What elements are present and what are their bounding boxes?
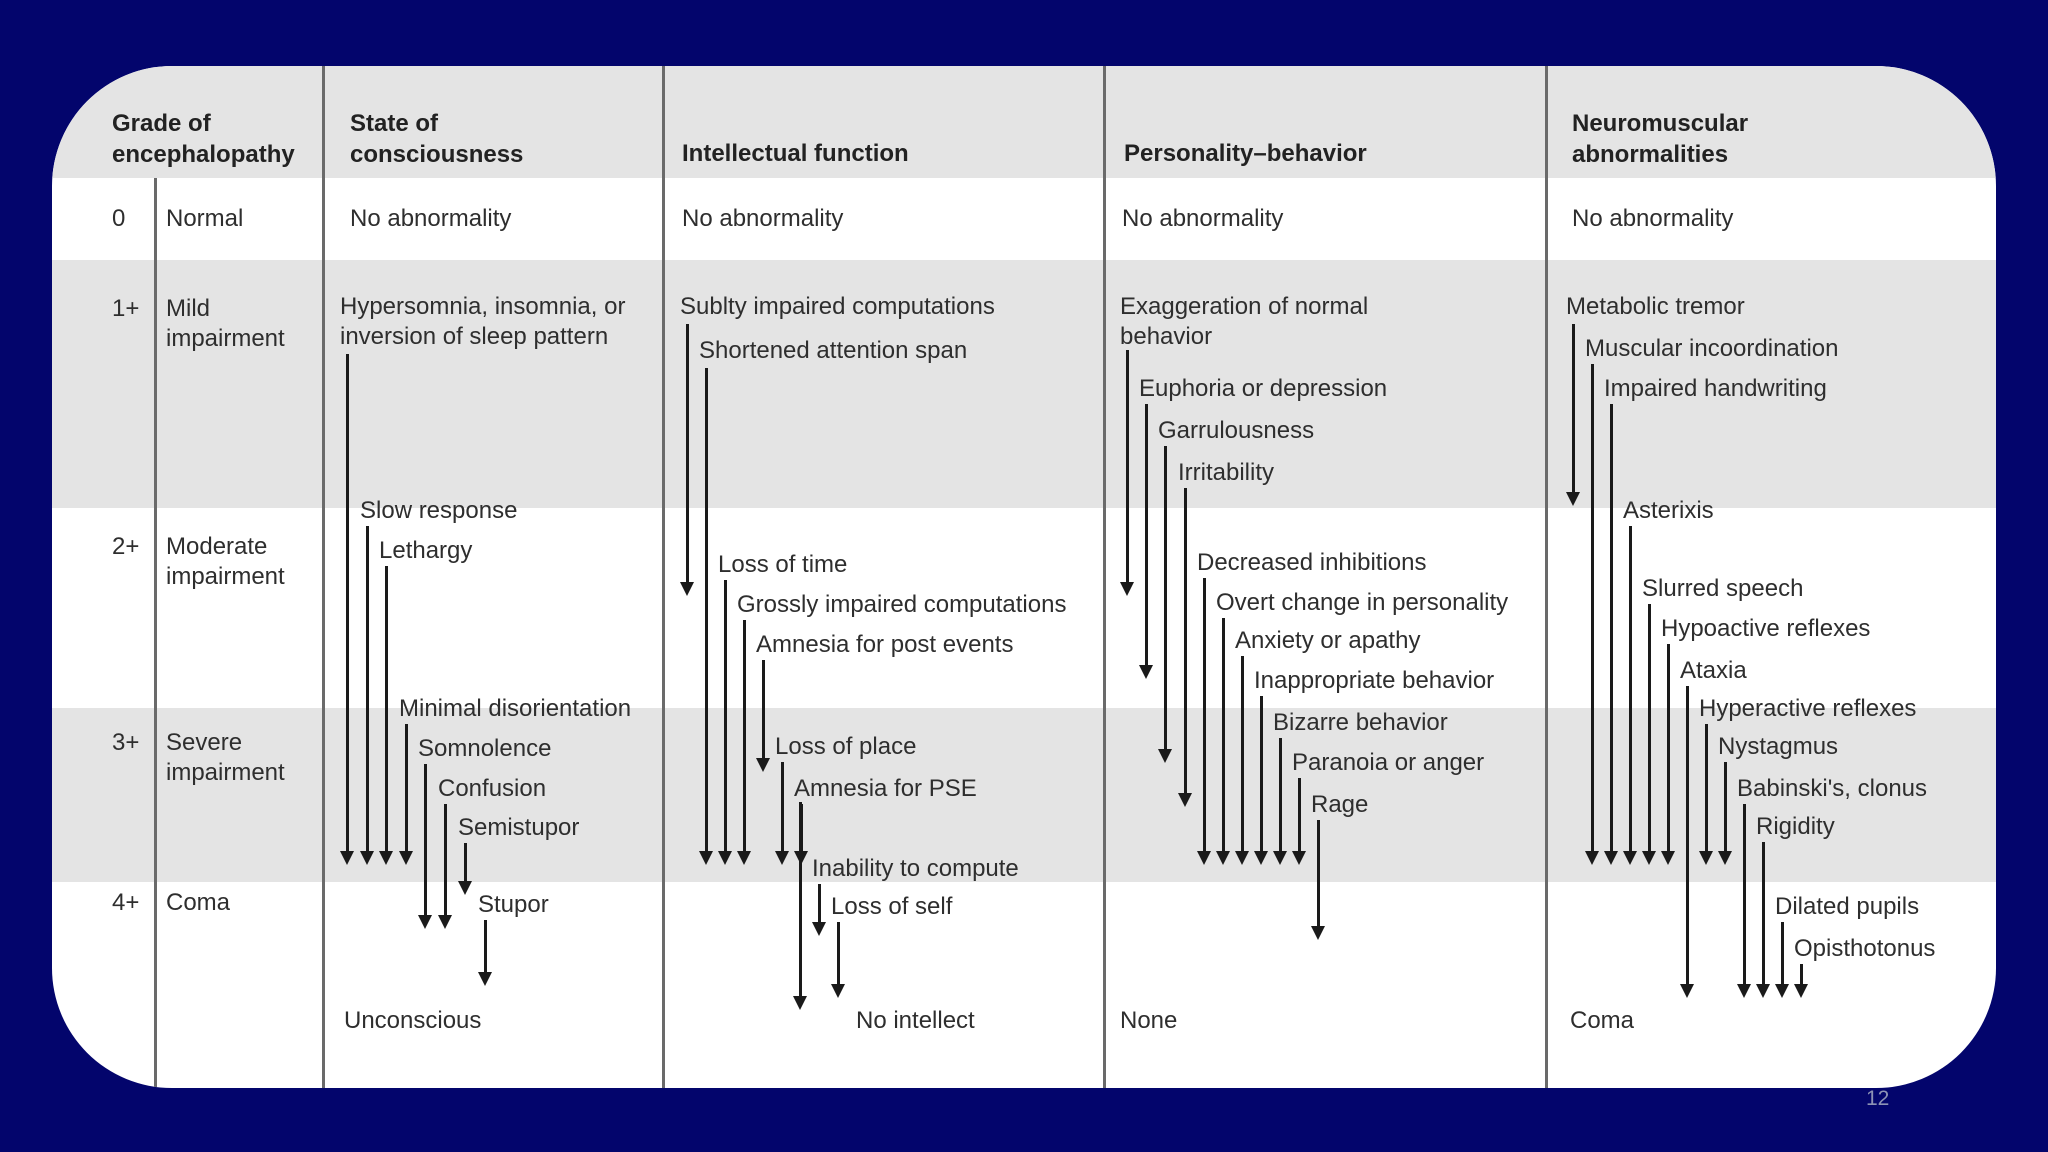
header-consciousness: State of consciousness (350, 110, 524, 168)
column-divider (1103, 66, 1106, 1088)
progression-arrow (818, 884, 821, 924)
finding-label: Sublty impaired computations (680, 293, 995, 320)
finding-label: Decreased inhibitions (1197, 549, 1427, 576)
cell-no-abnormality: No abnormality (350, 205, 512, 232)
finding-label: Lethargy (379, 537, 473, 564)
progression-arrow (1705, 724, 1708, 853)
finding-label: Hyperactive reflexes (1699, 695, 1917, 722)
finding-label: Stupor (478, 891, 549, 918)
cell-no-abnormality: No abnormality (1122, 205, 1284, 232)
grade-label: Mild impairment (166, 295, 285, 352)
progression-arrow (1317, 820, 1320, 928)
progression-arrow (705, 368, 708, 853)
progression-arrow (1222, 618, 1225, 853)
finding-label: Anxiety or apathy (1235, 627, 1421, 654)
grade-label: Normal (166, 205, 244, 232)
progression-arrow (1800, 964, 1803, 986)
grade-label: Coma (166, 889, 231, 916)
progression-arrow (837, 922, 840, 986)
finding-label: Unconscious (344, 1007, 482, 1034)
finding-label: Hypoactive reflexes (1661, 615, 1871, 642)
progression-arrow (1743, 804, 1746, 986)
finding-label: Semistupor (458, 814, 580, 841)
finding-label: Loss of place (775, 733, 917, 760)
finding-label: No intellect (856, 1007, 975, 1034)
finding-label: Opisthotonus (1794, 935, 1936, 962)
column-divider (322, 66, 325, 1088)
finding-label: Muscular incoordination (1585, 335, 1839, 362)
finding-label: Metabolic tremor (1566, 293, 1745, 320)
finding-label: Coma (1570, 1007, 1635, 1034)
progression-arrow (1667, 644, 1670, 853)
progression-arrow (1648, 604, 1651, 853)
finding-label: Slow response (360, 497, 518, 524)
finding-label: Loss of time (718, 551, 848, 578)
progression-arrow (424, 764, 427, 917)
finding-label: Babinski's, clonus (1737, 775, 1928, 802)
progression-arrow (1610, 404, 1613, 853)
finding-label: Impaired handwriting (1604, 375, 1827, 402)
progression-arrow (1724, 762, 1727, 853)
grade-number: 3+ (112, 729, 140, 756)
finding-label: Inappropriate behavior (1254, 667, 1495, 694)
finding-label: Rigidity (1756, 813, 1835, 840)
progression-arrow (346, 354, 349, 853)
finding-label: Overt change in personality (1216, 589, 1509, 616)
progression-arrow (686, 324, 689, 584)
finding-label: Amnesia for PSE (794, 775, 977, 802)
progression-arrow (1686, 686, 1689, 986)
finding-label: Rage (1311, 791, 1369, 818)
progression-arrow (799, 802, 802, 998)
slide-number: 12 (1866, 1087, 1890, 1110)
progression-arrow (385, 566, 388, 853)
progression-arrow (743, 620, 746, 853)
grade-number: 4+ (112, 889, 140, 916)
finding-label: Loss of self (831, 893, 953, 920)
progression-arrow (724, 580, 727, 853)
finding-label: Confusion (438, 775, 547, 802)
progression-arrow (405, 724, 408, 853)
progression-arrow (1145, 404, 1148, 667)
finding-label: Grossly impaired computations (737, 591, 1067, 618)
finding-label: Asterixis (1623, 497, 1714, 524)
finding-label: Dilated pupils (1775, 893, 1920, 920)
progression-arrow (1260, 696, 1263, 853)
cell-no-abnormality: No abnormality (1572, 205, 1734, 232)
finding-label: Garrulousness (1158, 417, 1315, 444)
progression-arrow (1298, 778, 1301, 853)
progression-arrow (1126, 350, 1129, 584)
finding-label: Inability to compute (812, 855, 1019, 882)
finding-label: Minimal disorientation (399, 695, 632, 722)
progression-arrow (1164, 446, 1167, 751)
finding-label: Euphoria or depression (1139, 375, 1388, 402)
finding-label: Amnesia for post events (756, 631, 1014, 658)
finding-label: Irritability (1178, 459, 1275, 486)
grade-label: Severe impairment (166, 729, 285, 786)
progression-arrow (1572, 324, 1575, 494)
progression-arrow (1781, 922, 1784, 986)
finding-label: Shortened attention span (699, 337, 968, 364)
finding-label: Exaggeration of normal behavior (1120, 293, 1369, 350)
grade-number: 2+ (112, 533, 140, 560)
progression-arrow (1203, 578, 1206, 853)
grade-number: 0 (112, 205, 126, 232)
finding-label: None (1120, 1007, 1178, 1034)
progression-arrow (484, 920, 487, 974)
progression-arrow (1279, 738, 1282, 853)
progression-arrow (762, 660, 765, 760)
progression-arrow (444, 804, 447, 917)
progression-arrow (1762, 842, 1765, 986)
progression-arrow (781, 762, 784, 853)
finding-label: Hypersomnia, insomnia, or inversion of sleep pattern (340, 293, 626, 350)
progression-arrow (1591, 364, 1594, 853)
header-neuromuscular: Neuromuscular abnormalities (1572, 110, 1749, 168)
progression-arrow (1629, 526, 1632, 853)
finding-label: Bizarre behavior (1273, 709, 1448, 736)
column-divider (1545, 66, 1548, 1088)
cell-no-abnormality: No abnormality (682, 205, 844, 232)
finding-label: Ataxia (1680, 657, 1747, 684)
encephalopathy-table (52, 66, 1996, 1088)
finding-label: Slurred speech (1642, 575, 1804, 602)
header-intellect: Intellectual function (682, 140, 909, 167)
progression-arrow (1241, 656, 1244, 853)
grade-number: 1+ (112, 295, 140, 322)
finding-label: Paranoia or anger (1292, 749, 1485, 776)
header-personality: Personality–behavior (1124, 140, 1367, 167)
column-divider (662, 66, 665, 1088)
finding-label: Somnolence (418, 735, 552, 762)
finding-label: Nystagmus (1718, 733, 1839, 760)
grade-label: Moderate impairment (166, 533, 285, 590)
progression-arrow (1184, 488, 1187, 795)
progression-arrow (366, 526, 369, 853)
progression-arrow (464, 843, 467, 883)
column-divider (154, 178, 157, 1088)
header-grade: Grade of encephalopathy (112, 110, 295, 168)
